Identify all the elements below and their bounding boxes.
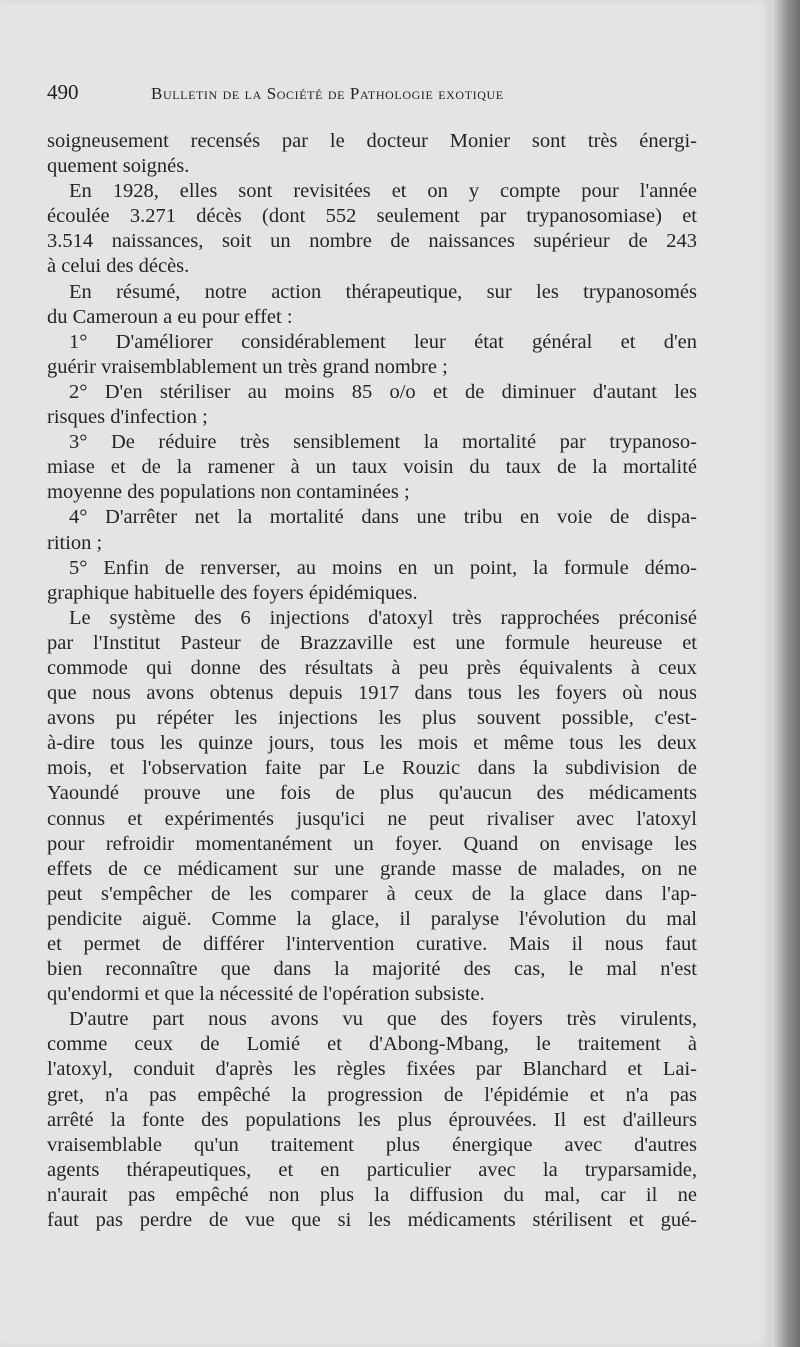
- text-line: peut s'empêcher de les comparer à ceux de la glace dans l'ap-: [47, 882, 697, 905]
- text-line: à celui des décès.: [47, 255, 190, 278]
- text-line: Yaoundé prouve une fois de plus qu'aucun des médicaments: [47, 782, 697, 805]
- text-line: pour refroidir momentanément un foyer. Quand on envisage les: [47, 832, 697, 855]
- text-line: agents thérapeutiques, et en particulier avec la tryparsamide,: [47, 1158, 697, 1181]
- text-line: 2° D'en stériliser au moins 85 o/o et de diminuer d'autant les: [69, 380, 697, 403]
- text-line: quement soignés.: [47, 155, 190, 178]
- page-edge-shadow: [772, 0, 800, 1347]
- text-line: comme ceux de Lomié et d'Abong-Mbang, le traitement à: [47, 1033, 697, 1056]
- page-number: 490: [47, 80, 79, 104]
- text-line: 4° D'arrêter net la mortalité dans une tribu en voie de dispa-: [69, 506, 697, 529]
- text-line: l'atoxyl, conduit d'après les règles fixées par Blanchard et Lai-: [47, 1058, 697, 1081]
- text-line: n'aurait pas empêché non plus la diffusion du mal, car il ne: [47, 1183, 697, 1206]
- text-line: moyenne des populations non contaminées ;: [47, 481, 410, 504]
- text-line: graphique habituelle des foyers épidémiques.: [47, 581, 418, 604]
- running-head: Bulletin de la Société de Pathologie exotique: [151, 84, 504, 103]
- text-line: connus et expérimentés jusqu'ici ne peut rivaliser avec l'atoxyl: [47, 807, 697, 830]
- text-line: pendicite aiguë. Comme la glace, il paralyse l'évolution du mal: [47, 907, 697, 930]
- text-line: 3.514 naissances, soit un nombre de naissances supérieur de 243: [47, 230, 697, 253]
- page-header: [47, 80, 697, 110]
- text-line: D'autre part nous avons vu que des foyers très virulents,: [69, 1008, 697, 1031]
- text-line: à-dire tous les quinze jours, tous les mois et même tous les deux: [47, 732, 697, 755]
- text-line: et permet de différer l'intervention curative. Mais il nous faut: [47, 933, 697, 955]
- text-line: guérir vraisemblablement un très grand nombre ;: [47, 355, 448, 378]
- text-line: faut pas perdre de vue que si les médicaments stérilisent et gué-: [47, 1209, 697, 1232]
- text-line: bien reconnaître que dans la majorité des cas, le mal n'est: [47, 958, 697, 981]
- text-line: gret, n'a pas empêché la progression de l'épidémie et n'a pas: [47, 1083, 697, 1106]
- text-line: arrêté la fonte des populations les plus éprouvées. Il est d'ailleurs: [47, 1108, 697, 1131]
- text-line: En 1928, elles sont revisitées et on y compte pour l'année: [69, 180, 697, 203]
- text-line: 5° Enfin de renverser, au moins en un point, la formule démo-: [69, 556, 697, 579]
- text-line: miase et de la ramener à un taux voisin du taux de la mortalité: [47, 456, 697, 479]
- text-line: du Cameroun a eu pour effet :: [47, 305, 293, 328]
- text-line: soigneusement recensés par le docteur Monier sont très énergi-: [47, 130, 697, 152]
- text-line: Le système des 6 injections d'atoxyl très rapprochées préconisé: [69, 606, 697, 629]
- text-line: rition ;: [47, 531, 103, 554]
- text-line: que nous avons obtenus depuis 1917 dans tous les foyers où nous: [47, 682, 697, 705]
- text-line: risques d'infection ;: [47, 406, 208, 429]
- text-line: effets de ce médicament sur une grande masse de malades, on ne: [47, 857, 697, 880]
- text-line: avons pu répéter les injections les plus souvent possible, c'est-: [47, 707, 697, 730]
- text-line: 1° D'améliorer considérablement leur état général et d'en: [69, 330, 697, 353]
- text-line: écoulée 3.271 décès (dont 552 seulement par trypanosomiase) et: [47, 205, 697, 228]
- text-line: vraisemblable qu'un traitement plus énergique avec d'autres: [47, 1133, 697, 1156]
- text-line: 3° De réduire très sensiblement la mortalité par trypanoso-: [69, 431, 697, 454]
- text-line: En résumé, notre action thérapeutique, sur les trypanosomés: [69, 280, 697, 303]
- text-line: qu'endormi et que la nécessité de l'opération subsiste.: [47, 983, 485, 1006]
- text-line: par l'Institut Pasteur de Brazzaville est une formule heureuse et: [47, 631, 697, 654]
- body-text: [47, 129, 697, 1233]
- text-line: commode qui donne des résultats à peu près équivalents à ceux: [47, 656, 697, 679]
- text-line: mois, et l'observation faite par Le Rouzic dans la subdivision de: [47, 757, 697, 780]
